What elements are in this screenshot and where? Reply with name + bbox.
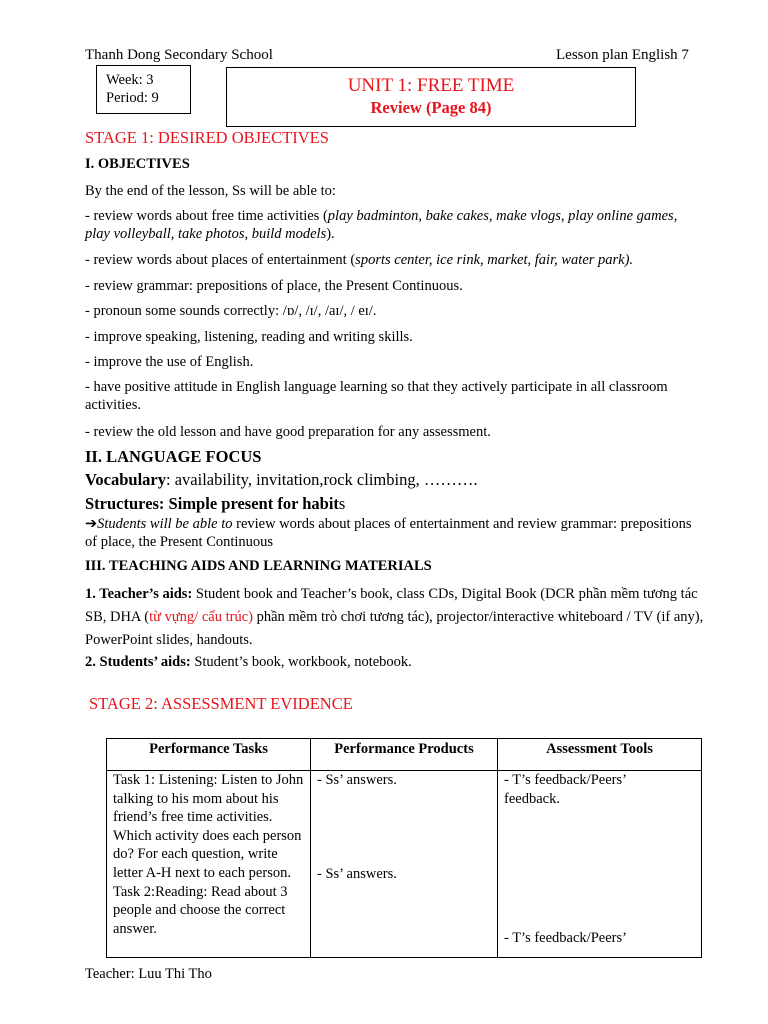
- review-subtitle: Review (Page 84): [370, 98, 492, 117]
- objective-item: - review grammar: prepositions of place, the Present Continuous.: [85, 278, 463, 294]
- teacher-aids-text: phần mềm trò chơi tương tác), projector/interactive whiteboard / TV (if any), PowerPoint slides, handouts.: [85, 609, 704, 648]
- teacher-aids-label: 1. Teacher’s aids:: [85, 586, 193, 602]
- task-1: Task 1: Listening: Listen to John talking to his mom about his friend’s free time activities. Which activity does each person do? For each question, write letter A-H next to each person.: [113, 772, 304, 881]
- structures-tail: s: [338, 494, 346, 513]
- vocabulary-text: : availability, invitation,rock climbing, ……….: [166, 470, 478, 489]
- students-aids-text: Student’s book, workbook, notebook.: [190, 654, 412, 670]
- column-header: Performance Products: [311, 739, 498, 771]
- objectives-heading: I. OBJECTIVES: [85, 156, 190, 172]
- table-header-row: [107, 739, 702, 771]
- objective-text: ).: [326, 226, 335, 242]
- objective-item: - have positive attitude in English language learning so that they actively participate in all classroom activities.: [85, 379, 668, 413]
- week-period-box: [96, 65, 191, 114]
- objective-item: - improve the use of English.: [85, 354, 254, 370]
- language-focus-heading: II. LANGUAGE FOCUS: [85, 447, 262, 466]
- outcome-italic: Students will be able to: [97, 516, 233, 532]
- objective-item: [85, 251, 705, 269]
- students-aids-label: 2. Students’ aids:: [85, 654, 191, 670]
- unit-title-box: [226, 67, 636, 127]
- students-aids: [85, 653, 705, 671]
- column-header: Performance Tasks: [107, 739, 311, 771]
- objective-italic: sports center, ice rink, market, fair, water park).: [355, 252, 634, 268]
- objective-item: [85, 207, 705, 243]
- product-2: - Ss’ answers.: [317, 865, 397, 882]
- task-2: Task 2:Reading: Read about 3 people and choose the correct answer.: [113, 883, 288, 937]
- teacher-aids-highlight: từ vựng/ cấu trúc): [149, 609, 253, 625]
- objective-italic: play badminton, bake cakes, make vlogs, play online games, play volleyball, take photos, build models: [85, 208, 678, 242]
- stage1-heading: STAGE 1: DESIRED OBJECTIVES: [85, 128, 329, 147]
- objective-item: - improve speaking, listening, reading and writing skills.: [85, 329, 413, 345]
- stage2-heading: STAGE 2: ASSESSMENT EVIDENCE: [89, 694, 353, 713]
- teacher-footer: Teacher: Luu Thi Tho: [85, 966, 212, 982]
- vocabulary-line: [85, 470, 477, 490]
- column-header: Assessment Tools: [498, 739, 702, 771]
- structures-label: Structures: Simple present for habit: [85, 494, 339, 513]
- assessment-table: [106, 738, 702, 958]
- objectives-intro: By the end of the lesson, Ss will be able to:: [85, 183, 336, 199]
- teacher-aids-text: Student book and Teacher’s book, class CDs, Digital Book (DCR phần mềm tương tác SB, DHA (: [85, 586, 698, 625]
- tool-1: - T’s feedback/Peers’ feedback.: [504, 772, 626, 807]
- tasks-cell: [107, 771, 311, 958]
- products-cell: [311, 771, 498, 958]
- product-1: - Ss’ answers.: [317, 772, 397, 788]
- structures-line: [85, 494, 345, 514]
- objective-item: - pronoun some sounds correctly: /ɒ/, /ɪ/, /aɪ/, / eɪ/.: [85, 303, 377, 319]
- teaching-aids-heading: III. TEACHING AIDS AND LEARNING MATERIALS: [85, 558, 432, 574]
- school-name: Thanh Dong Secondary School: [85, 47, 273, 63]
- unit-title: UNIT 1: FREE TIME: [347, 75, 515, 96]
- objective-text: - review words about places of entertainment (: [85, 252, 356, 268]
- objective-item: - review the old lesson and have good preparation for any assessment.: [85, 424, 491, 440]
- table-row: [107, 771, 702, 958]
- students-outcome: [85, 515, 705, 551]
- outcome-text: review words about places of entertainment and review grammar: prepositions of place, the Present Continuous: [85, 516, 692, 550]
- tools-cell: [498, 771, 702, 958]
- period-label: Period: 9: [106, 90, 159, 106]
- objective-text: - review words about free time activities (: [85, 208, 328, 224]
- teacher-aids: [85, 583, 705, 652]
- vocabulary-label: Vocabulary: [85, 470, 166, 489]
- lesson-plan-label: Lesson plan English 7: [556, 47, 689, 63]
- tool-2: - T’s feedback/Peers’: [504, 930, 627, 946]
- arrow-icon: ➔: [85, 516, 98, 532]
- week-label: Week: 3: [106, 72, 154, 88]
